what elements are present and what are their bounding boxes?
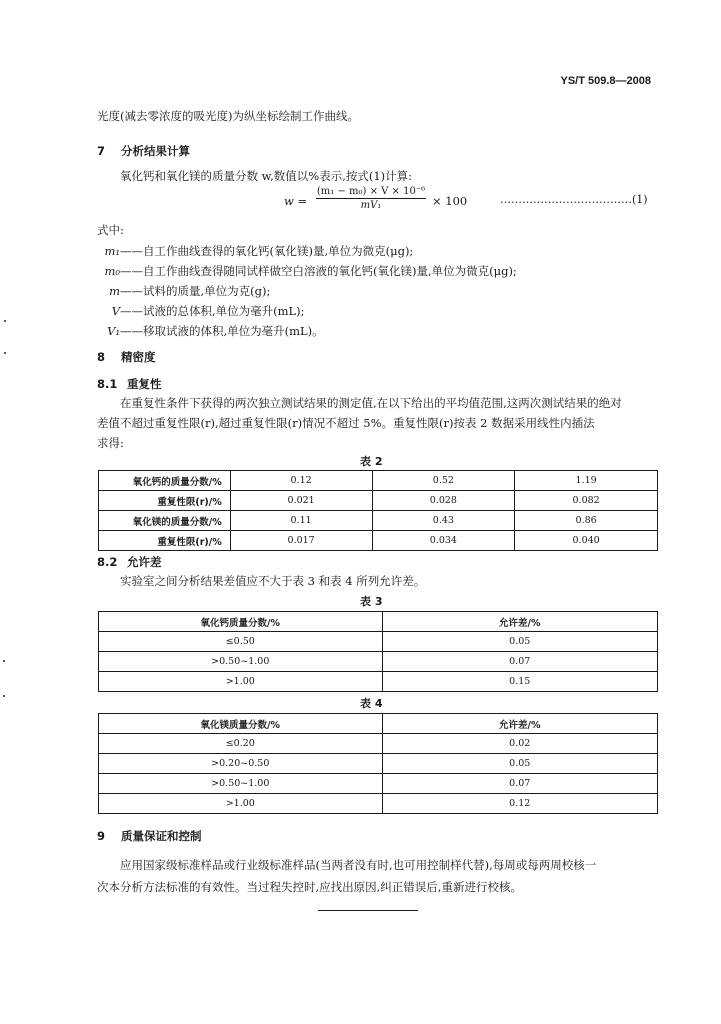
- table-cell: 0.05: [382, 754, 657, 774]
- row-label: 重复性限(r)/%: [99, 491, 231, 511]
- table-cell: 0.07: [382, 774, 657, 794]
- def-text: ——试料的质量,单位为克(g);: [120, 284, 271, 298]
- section-title: 精密度: [121, 350, 156, 364]
- doc-number: YS/T 509.8—2008: [560, 75, 651, 87]
- section-number: 8.2: [97, 555, 118, 569]
- def-symbol: V₁: [107, 324, 120, 338]
- section-8-2-heading: [97, 552, 162, 572]
- definition-row: [100, 281, 270, 301]
- section-title: 重复性: [127, 377, 162, 391]
- scan-speck: [4, 320, 6, 322]
- definition-row: [100, 321, 324, 341]
- def-text: ——自工作曲线查得的氧化钙(氧化镁)量,单位为微克(μg);: [120, 244, 414, 258]
- section-number: 9: [97, 829, 106, 843]
- table-2: [98, 470, 658, 551]
- table-cell: ≤0.20: [99, 734, 383, 754]
- table-cell: >0.50~1.00: [99, 652, 383, 672]
- column-header: 允许差/%: [382, 714, 657, 734]
- table-cell: 0.52: [372, 471, 515, 491]
- table-cell: 0.11: [230, 511, 372, 531]
- table-cell: >0.50~1.00: [99, 774, 383, 794]
- table-row: [99, 511, 658, 531]
- table-row: [99, 531, 658, 551]
- table-cell: 1.19: [515, 471, 658, 491]
- section-9-heading: [97, 826, 202, 846]
- table-cell: 0.021: [230, 491, 372, 511]
- section-title: 分析结果计算: [121, 144, 190, 158]
- def-symbol: m₀: [104, 264, 120, 278]
- section-title: 质量保证和控制: [121, 829, 202, 843]
- section-7-paragraph: 氧化钙和氧化镁的质量分数 w,数值以%表示,按式(1)计算:: [120, 169, 413, 183]
- formula-numerator: (m₁ − m₀) × V × 10⁻⁶: [316, 186, 426, 197]
- definition-row: [100, 301, 305, 321]
- def-symbol: m: [109, 284, 120, 298]
- row-label: 重复性限(r)/%: [99, 531, 231, 551]
- table-cell: >1.00: [99, 672, 383, 692]
- section-title: 允许差: [127, 555, 162, 569]
- def-text: ——自工作曲线查得随同试样做空白溶液的氧化钙(氧化镁)量,单位为微克(μg);: [120, 264, 517, 278]
- def-text: ——试液的总体积,单位为毫升(mL);: [120, 304, 305, 318]
- paragraph-line: 差值不超过重复性限(r),超过重复性限(r)情况不超过 5%。重复性限(r)按表 2 数据采用线性内插法: [97, 416, 595, 430]
- section-number: 7: [97, 144, 106, 158]
- table-cell: 0.07: [382, 652, 657, 672]
- paragraph-line: 在重复性条件下获得的两次独立测试结果的测定值,在以下给出的平均值范围,这两次测试结果的绝对: [120, 396, 622, 410]
- formula-lhs: w =: [284, 194, 308, 208]
- def-symbol: m₁: [104, 244, 120, 258]
- formula-denominator: mV₁: [360, 200, 382, 211]
- paragraph-line: 求得:: [97, 436, 124, 450]
- section-number: 8.1: [97, 377, 118, 391]
- table-cell: 0.05: [382, 632, 657, 652]
- table-row: [99, 754, 658, 774]
- table-cell: 0.028: [372, 491, 515, 511]
- table-cell: 0.12: [382, 794, 657, 814]
- formula-tail: × 100: [432, 194, 468, 208]
- section-8-2-paragraph: 实验室之间分析结果差值应不大于表 3 和表 4 所列允许差。: [120, 574, 426, 588]
- equation-number: ………………………………(1): [500, 193, 648, 206]
- end-rule: [318, 910, 418, 911]
- column-header: 氧化镁质量分数/%: [99, 714, 383, 734]
- column-header: 允许差/%: [382, 612, 657, 632]
- table-cell: 0.02: [382, 734, 657, 754]
- formula-fraction: [316, 186, 426, 211]
- table-cell: >0.20~0.50: [99, 754, 383, 774]
- table-cell: ≤0.50: [99, 632, 383, 652]
- table-row: [99, 471, 658, 491]
- table-row: [99, 652, 658, 672]
- table-header-row: [99, 612, 658, 632]
- def-symbol: V: [111, 304, 120, 318]
- table-row: [99, 491, 658, 511]
- table-cell: 0.040: [515, 531, 658, 551]
- where-label: 式中:: [97, 223, 124, 237]
- column-header: 氧化钙质量分数/%: [99, 612, 383, 632]
- table-row: [99, 774, 658, 794]
- section-8-1-heading: [97, 374, 162, 394]
- table-row: [99, 734, 658, 754]
- table-cell: 0.15: [382, 672, 657, 692]
- paragraph-line: 次本分析方法标准的有效性。当过程失控时,应找出原因,纠正错误后,重新进行校核。: [97, 880, 522, 894]
- table-2-caption: 表 2: [360, 455, 383, 468]
- row-label: 氧化镁的质量分数/%: [99, 511, 231, 531]
- table-header-row: [99, 714, 658, 734]
- table-3-caption: 表 3: [360, 595, 383, 608]
- table-row: [99, 794, 658, 814]
- table-4-caption: 表 4: [360, 697, 383, 710]
- table-cell: 0.43: [372, 511, 515, 531]
- scan-speck: [3, 695, 5, 697]
- table-cell: 0.86: [515, 511, 658, 531]
- scan-speck: [4, 352, 6, 354]
- definition-row: [100, 261, 517, 281]
- def-text: ——移取试液的体积,单位为毫升(mL)。: [120, 324, 324, 338]
- intro-line: 光度(减去零浓度的吸光度)为纵坐标绘制工作曲线。: [97, 109, 359, 123]
- table-cell: 0.082: [515, 491, 658, 511]
- paragraph-line: 应用国家级标准样品或行业级标准样品(当两者没有时,也可用控制样代替),每周或每两周校核一: [120, 858, 597, 872]
- section-8-heading: [97, 347, 156, 367]
- scan-speck: [3, 660, 5, 662]
- table-cell: 0.12: [230, 471, 372, 491]
- table-3: [98, 611, 658, 692]
- table-4: [98, 713, 658, 814]
- definition-row: [100, 241, 413, 261]
- table-cell: 0.034: [372, 531, 515, 551]
- section-number: 8: [97, 350, 106, 364]
- row-label: 氧化钙的质量分数/%: [99, 471, 231, 491]
- section-7-heading: [97, 141, 190, 161]
- table-row: [99, 632, 658, 652]
- table-cell: 0.017: [230, 531, 372, 551]
- table-row: [99, 672, 658, 692]
- table-cell: >1.00: [99, 794, 383, 814]
